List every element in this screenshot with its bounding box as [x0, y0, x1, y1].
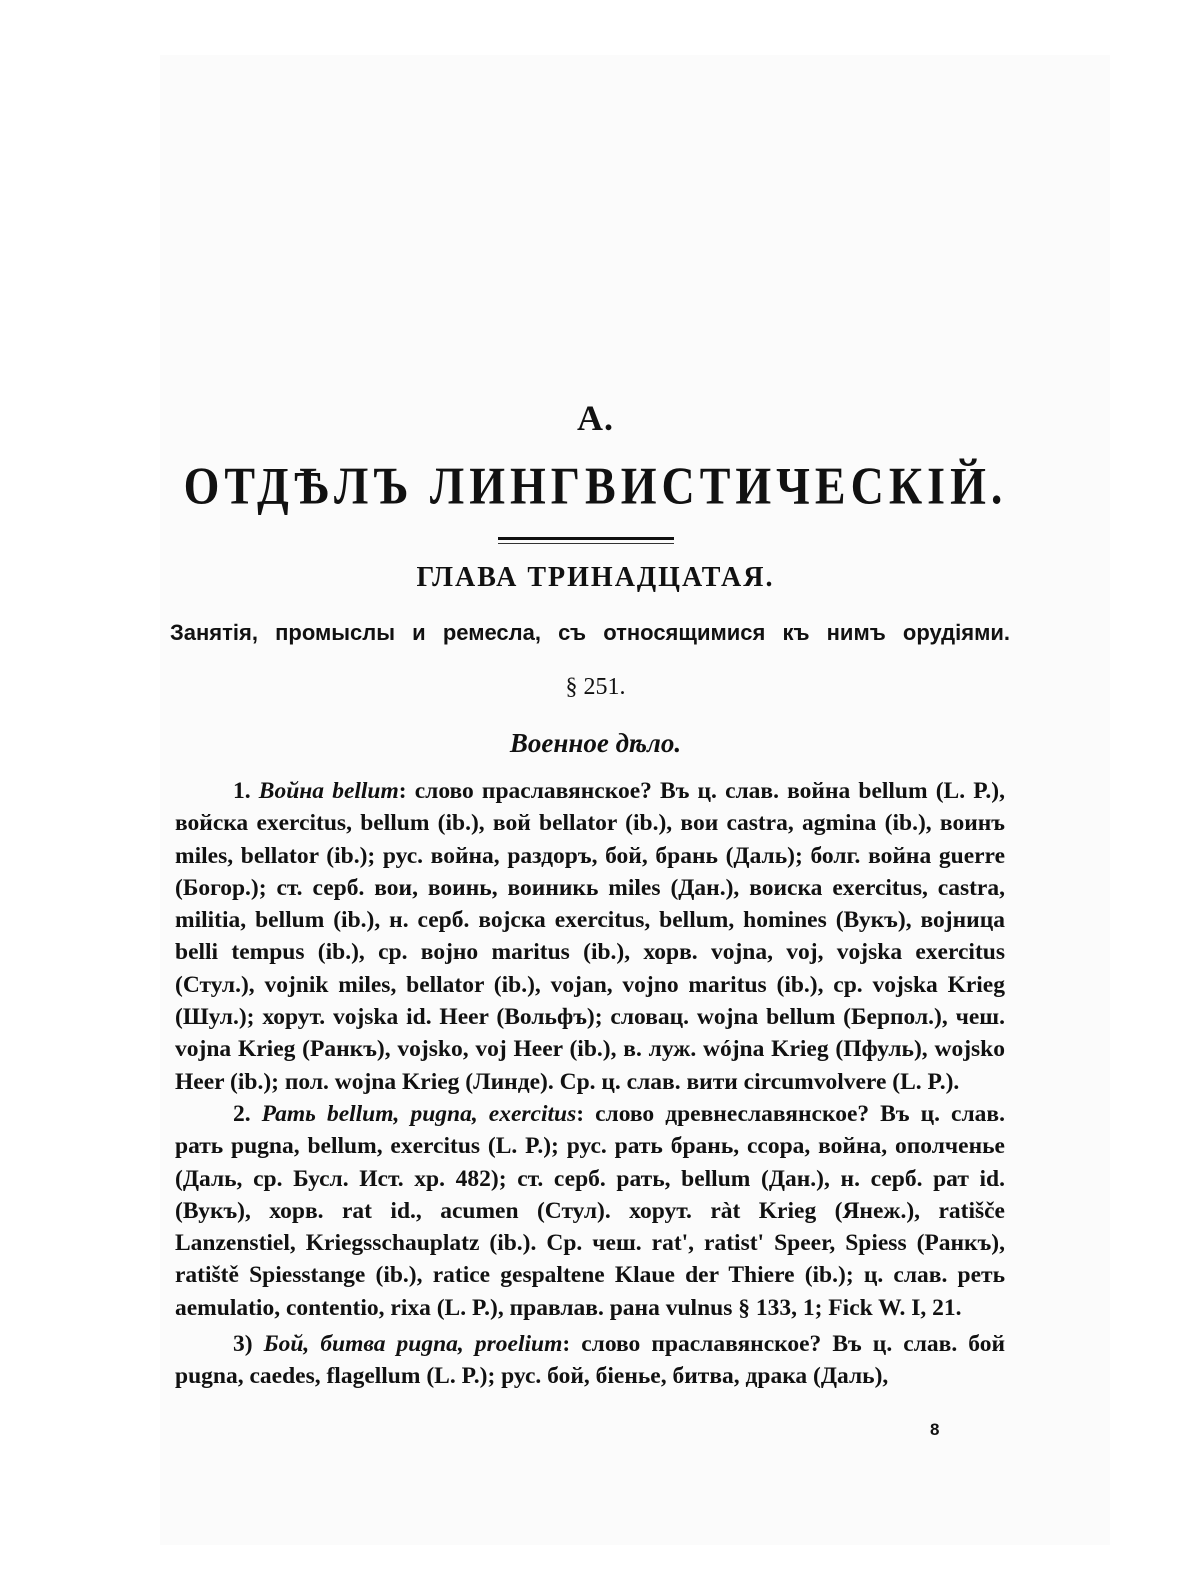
entry-number: 1.: [233, 778, 251, 804]
paragraph-heading: Военное дѣло.: [509, 728, 682, 758]
entry-term: Война bellum: [258, 778, 399, 804]
chapter-subtitle: Занятія, промыслы и ремесла, съ относящимися къ нимъ орудіями.: [170, 620, 1010, 645]
body-text: [175, 775, 1005, 1393]
chapter-title: ГЛАВА ТРИНАДЦАТАЯ.: [416, 562, 775, 593]
entry-text: : слово праславянское? Въ ц. слав. война bellum (L. P.), войска exercitus, bellum (ib.), вой bellator (ib.), вои castra, agmina (ib.), воинъ miles, bellator (ib.); рус. война, раздоръ, бой, брань (Даль); болг. война guerre (Богор.); ст. серб. вои, воинь, воиникь miles (Дан.), воиска exercitus, castra, militia, bellum (ib.), н. серб. војска exercitus, bellum, homines (Вукъ), војница belli tempus (ib.), ср. војно maritus (ib.), хорв. vojna, voj, vojska exercitus (Стул.), vojnik miles, bellator (ib.), vojan, vojno maritus (ib.), ср. vojska Krieg (Шул.); хорут. vojska id. Heer (Вольфъ); словац. wojna bellum (Берпол.), чеш. vojna Krieg (Ранкъ), vojsko, voj Heer (ib.), в. луж. wójna Krieg (Пфуль), wojsko Heer (ib.); пол. wojna Krieg (Линде). Ср. ц. слав. вити circumvolvere (L. P.).: [175, 778, 1005, 1095]
entry-number: 3): [233, 1331, 253, 1358]
title-rule-thin: [498, 543, 674, 544]
entry-text: : слово праславянское? Въ ц. слав. бой pugna, caedes, flagellum (L. P.); рус. бой, біенье, битва, драка (Даль),: [175, 1331, 1005, 1390]
page-number: 8: [930, 1420, 940, 1439]
entry: [175, 1098, 1005, 1324]
entry-term: Рать bellum, pugna, exercitus: [261, 1100, 577, 1127]
part-letter: А.: [577, 398, 614, 438]
paragraph-number: § 251.: [565, 674, 626, 700]
section-title: ОТДѢЛЪ ЛИНГВИСТИЧЕСКІЙ.: [183, 456, 1008, 515]
entry-term: Бой, битва pugna, proelium: [263, 1331, 563, 1358]
entry-number: 2.: [233, 1100, 251, 1127]
entry: [175, 775, 1005, 1098]
title-rule: [498, 537, 674, 540]
entry: [175, 1328, 1005, 1393]
entry-text: : слово древнеславянское? Въ ц. слав. рать pugna, bellum, exercitus (L. P.); рус. рать брань, ссора, война, ополченье (Даль, ср. Бусл. Ист. хр. 482); ст. серб. рать, bellum (Дан.), н. серб. рат id. (Вукъ), хорв. rat id., acumen (Стул). хорут. ràt Krieg (Янеж.), ratišče Lanzenstiel, Kriegsschauplatz (ib.). Ср. чеш. rat', ratist' Speer, Spiess (Ранкъ), ratiště Spiesstange (ib.), ratice gespaltene Klaue der Thiere (ib.); ц. слав. реть aemulatio, contentio, rixa (L. P.), правлав. рана vulnus § 133, 1; Fick W. I, 21.: [175, 1100, 1006, 1321]
